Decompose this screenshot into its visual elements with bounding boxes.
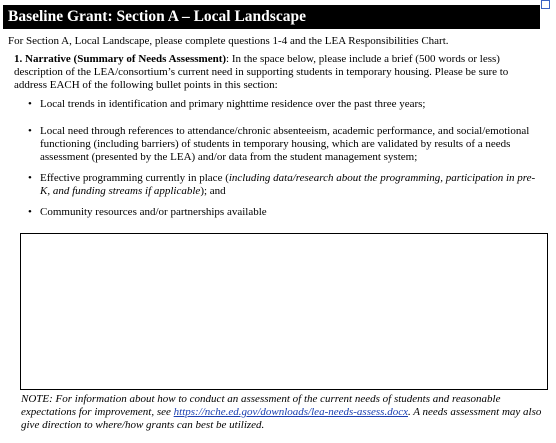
list-item (28, 206, 538, 219)
narrative-response-field[interactable] (20, 233, 548, 390)
list-item-italic-text: including data/research about the programming, participation in pre-K, and funding streams if applicable (40, 172, 536, 197)
needs-assessment-link[interactable]: https://nche.ed.gov/downloads/lea-needs-assess.docx (173, 406, 408, 418)
list-item (28, 98, 538, 111)
list-item-text: Effective programming currently in place ( (40, 172, 229, 184)
list-item-text: Local trends in identification and primary nighttime residence over the past three years; (40, 98, 426, 110)
needs-assessment-note (21, 393, 547, 432)
bullet-icon: • (28, 206, 32, 218)
question-1-colon: : (226, 53, 230, 65)
list-item (28, 172, 538, 198)
list-item-text: Local need through references to attendance/chronic absenteeism, academic performance, and social/emotional functioning (including barriers) of students in temporary housing, which are validated by results of a needs assessment (presented by the LEA) and/or data from the student management system; (40, 125, 530, 163)
page-corner-marker (541, 0, 550, 9)
list-item-text-tail: ); and (200, 185, 226, 197)
requirements-list (28, 98, 538, 219)
note-text: NOTE: For information about how to conduct an assessment of the current needs of students and reasonable expectations for improvement, see (21, 393, 501, 418)
list-item-text: Community resources and/or partnerships available (40, 206, 267, 218)
question-1 (14, 53, 539, 92)
section-intro: For Section A, Local Landscape, please complete questions 1-4 and the LEA Responsibilities Chart. (8, 35, 449, 47)
list-item (28, 125, 538, 164)
bullet-icon: • (28, 125, 32, 137)
bullet-icon: • (28, 172, 32, 184)
bullet-icon: • (28, 98, 32, 110)
section-title: Baseline Grant: Section A – Local Landscape (3, 5, 540, 29)
note-text-tail: . A needs assessment may also give direction to where/how grants can best be utilized. (21, 406, 542, 431)
question-1-label: 1. Narrative (Summary of Needs Assessment) (14, 53, 227, 65)
question-1-text: In the space below, please include a brief (500 words or less) description of the LEA/consortium’s current need in supporting students in temporary housing. Please be sure to address EACH of the following bullet points in this section: (14, 53, 509, 91)
